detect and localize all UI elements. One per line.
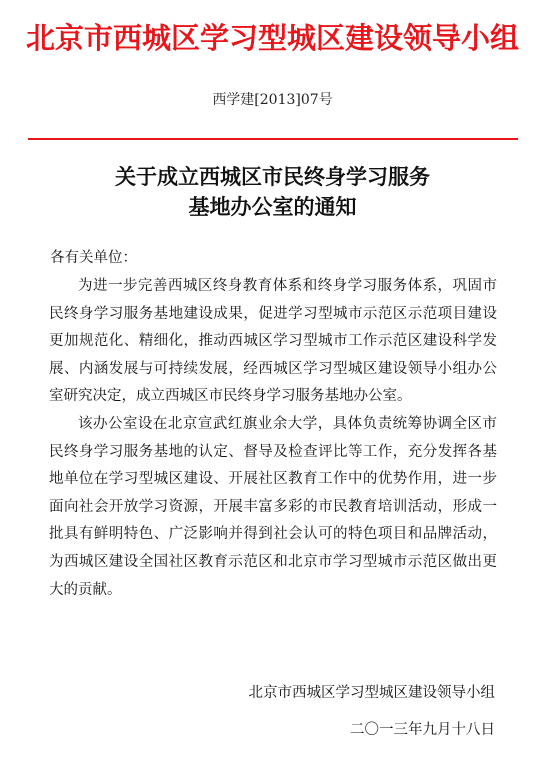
document-body [49,273,497,604]
title-line-2: 基地办公室的通知 [188,194,357,219]
body-paragraph-2: 该办公室设在北京宣武红旗业余大学，具体负责统筹协调全区市民终身学习服务基地的认定、督导及检查评比等工作，充分发挥各基地单位在学习型城区建设、开展社区教育工作中的优势作用，进一步面向社会开放学习资源，开展丰富多彩的市民教育培训活动，形成一批具有鲜明特色、广泛影响并得到社会认可的特色项目和品牌活动，为西城区建设全国社区教育示范区和北京市学习型城市示范区做出更大的贡献。 [49,415,497,598]
document-number: 西学建[2013]07号 [212,92,333,108]
salutation: 各有关单位： [50,250,137,266]
body-paragraph-1: 为进一步完善西城区终身教育体系和终身学习服务体系，巩固市民终身学习服务基地建设成果，促进学习型城市示范区示范项目建设更加规范化、精细化，推动西城区学习型城市工作示范区建设科学发展、内涵发展与可持续发展，经西城区学习型城区建设领导小组办公室研究决定，成立西城区市民终身学习服务基地办公室。 [49,278,497,405]
issue-date: 二〇一三年九月十八日 [350,722,495,738]
title-line-1: 关于成立西城区市民终身学习服务 [115,164,430,189]
issuing-authority-header: 北京市西城区学习型城区建设领导小组 [25,21,519,55]
red-divider-line [28,138,518,140]
document-title [0,162,545,222]
signature: 北京市西城区学习型城区建设领导小组 [248,685,495,701]
